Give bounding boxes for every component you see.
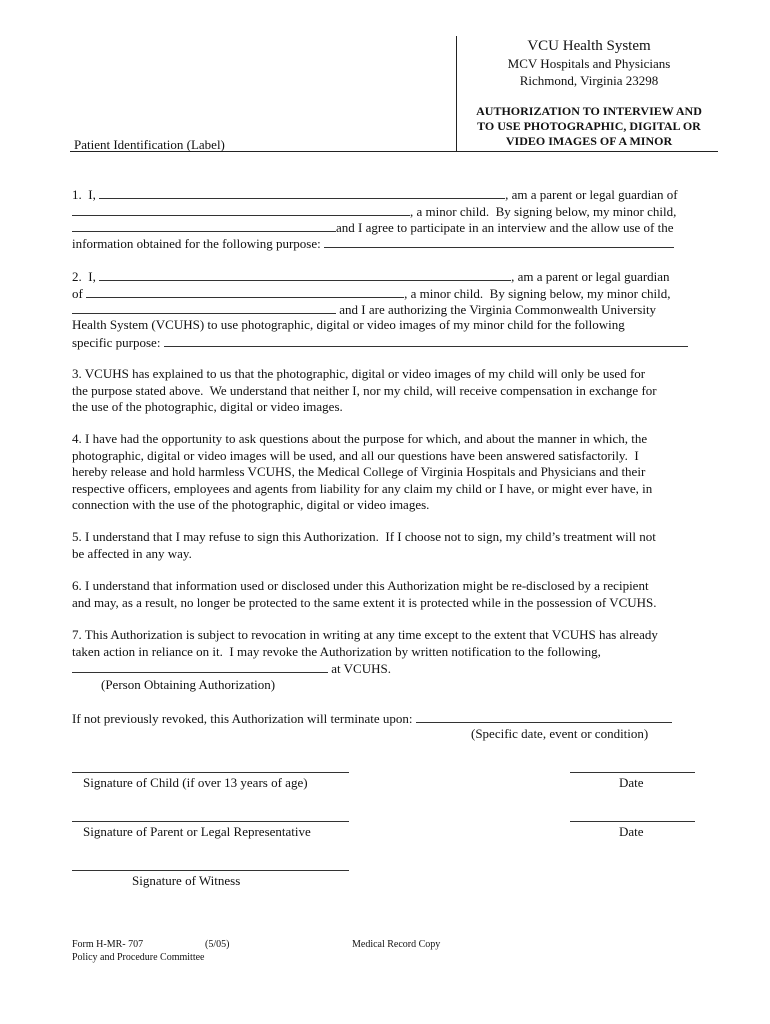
parent-signature-field[interactable] (72, 821, 349, 822)
committee: Policy and Procedure Committee (72, 952, 205, 963)
p3-line: the purpose stated above. We understand that neither I, nor my child, will receive compensation in exchange for (72, 383, 657, 398)
child-date-label: Date (619, 775, 644, 790)
witness-signature-label: Signature of Witness (132, 873, 241, 888)
org-name: VCU Health System (527, 38, 651, 54)
form-title-line: TO USE PHOTOGRAPHIC, DIGITAL OR (477, 119, 701, 133)
p1-line3: and I agree to participate in an interview and the allow use of the (72, 219, 674, 236)
parent-date-label: Date (619, 824, 644, 839)
p2-line1: 2. I, , am a parent or legal guardian (72, 269, 670, 284)
p6-line: and may, as a result, no longer be protected to the same extent it is protected while in the possession of VCUHS. (72, 595, 657, 610)
p4-line: hereby release and hold harmless VCUHS, the Medical College of Virginia Hospitals and Physicians and their (72, 464, 646, 479)
p4-line: connection with the use of the photographic, digital or video images. (72, 497, 430, 512)
p5-line: be affected in any way. (72, 546, 192, 561)
purpose-field-2[interactable] (164, 334, 688, 347)
p1-line1: 1. I, , am a parent or legal guardian of (72, 187, 678, 202)
form-number: Form H-MR- 707 (72, 939, 144, 950)
p1-line4: information obtained for the following purpose: (72, 235, 674, 252)
person-obtaining-caption: (Person Obtaining Authorization) (101, 677, 276, 692)
terminate-line: If not previously revoked, this Authorization will terminate upon: (72, 710, 672, 727)
header-divider (456, 36, 457, 152)
form-title-line: VIDEO IMAGES OF A MINOR (505, 134, 673, 148)
form-revision: (5/05) (205, 939, 230, 950)
p7-line3: at VCUHS. (72, 660, 391, 677)
p3-line: 3. VCUHS has explained to us that the photographic, digital or video images of my child will only be used for (72, 366, 646, 381)
person-obtaining-field[interactable] (72, 660, 328, 673)
child-signature-field[interactable] (72, 772, 349, 773)
p1-line2: , a minor child. By signing below, my minor child, (72, 203, 676, 220)
parent-name-field-2[interactable] (99, 268, 511, 281)
p7-line1: 7. This Authorization is subject to revocation in writing at any time except to the extent that VCUHS has already (72, 627, 658, 642)
p5-line: 5. I understand that I may refuse to sign this Authorization. If I choose not to sign, my child’s treatment will not (72, 529, 656, 544)
p7-line2: taken action in reliance on it. I may revoke the Authorization by written notification to the following, (72, 644, 601, 659)
minor-child-field-2[interactable] (72, 301, 336, 314)
parent-signature-label: Signature of Parent or Legal Representative (83, 824, 311, 839)
parent-name-field-1[interactable] (99, 186, 505, 199)
minor-name-field-1[interactable] (72, 203, 410, 216)
p4-line: respective officers, employees and agents from liability for any claim my child or I have, or might ever have, in (72, 481, 653, 496)
org-address: Richmond, Virginia 23298 (519, 73, 659, 88)
terminate-hint: (Specific date, event or condition) (471, 726, 649, 741)
title-rule (456, 151, 718, 152)
child-date-field[interactable] (570, 772, 695, 773)
minor-child-field-1[interactable] (72, 219, 336, 232)
org-sub1: MCV Hospitals and Physicians (507, 56, 671, 71)
patient-id-label: Patient Identification (Label) (74, 137, 225, 152)
p3-line: the use of the photographic, digital or video images. (72, 399, 343, 414)
copy-designation: Medical Record Copy (352, 939, 441, 950)
p2-line5: specific purpose: (72, 334, 688, 351)
p4-line: photographic, digital or video images will be used, and all our questions have been answered satisfactorily. I (72, 448, 639, 463)
p2-line2: of , a minor child. By signing below, my minor child, (72, 286, 671, 301)
child-signature-label: Signature of Child (if over 13 years of age) (83, 775, 308, 790)
witness-signature-field[interactable] (72, 870, 349, 871)
p4-line: 4. I have had the opportunity to ask questions about the purpose for which, and about the manner in which, the (72, 431, 648, 446)
form-title (458, 104, 720, 149)
terminate-field[interactable] (416, 710, 672, 723)
p6-line: 6. I understand that information used or disclosed under this Authorization might be re-disclosed by a recipient (72, 578, 649, 593)
minor-name-field-2[interactable] (86, 285, 404, 298)
p2-line3: and I are authorizing the Virginia Commonwealth University (72, 301, 656, 318)
form-title-line: AUTHORIZATION TO INTERVIEW AND (476, 104, 702, 118)
purpose-field-1[interactable] (324, 235, 674, 248)
parent-date-field[interactable] (570, 821, 695, 822)
p2-line4: Health System (VCUHS) to use photographic, digital or video images of my minor child for the following (72, 317, 625, 332)
